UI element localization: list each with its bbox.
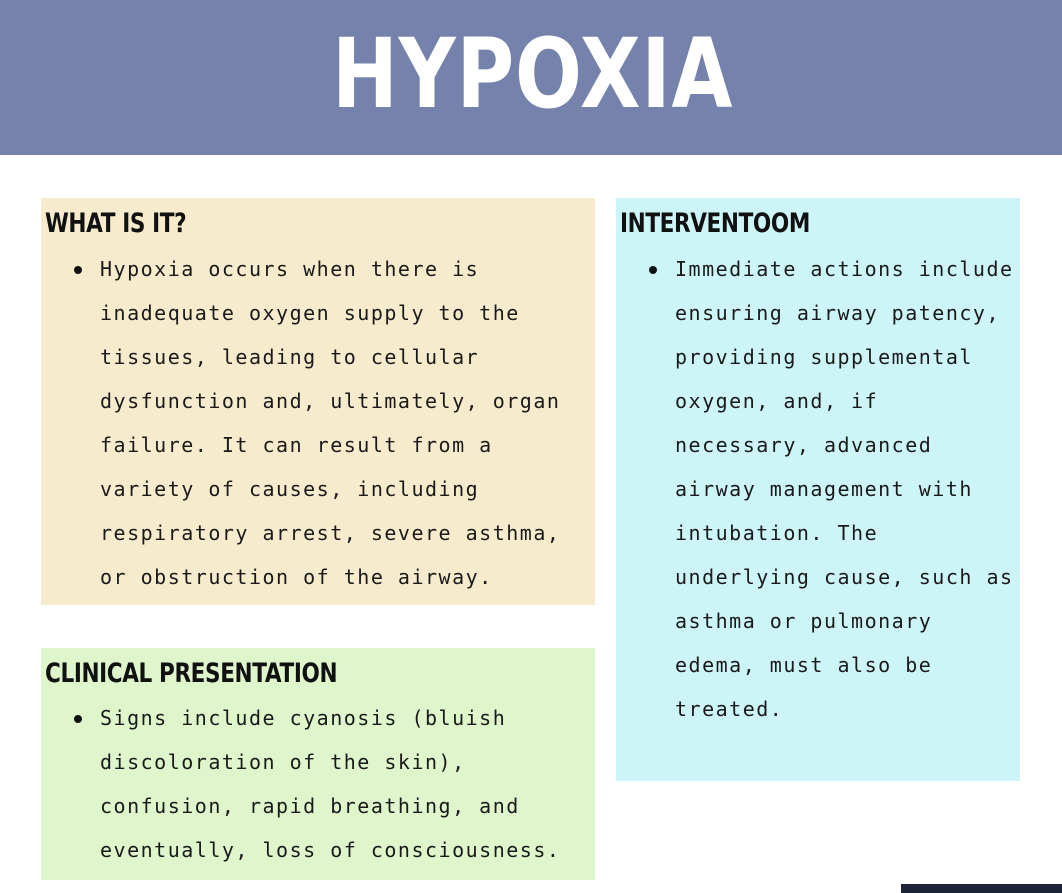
corner-decoration	[901, 884, 1062, 893]
clinical-presentation-text: Signs include cyanosis (bluish discoloration of the skin), confusion, rapid breathing, and eventually, loss of consciousness.	[100, 706, 561, 862]
page-title: HYPOXIA	[331, 18, 734, 130]
bullet-icon	[74, 266, 82, 274]
bullet-icon	[74, 715, 82, 723]
what-is-it-card	[41, 198, 595, 605]
title-banner	[0, 0, 1062, 155]
intervention-text: Immediate actions include ensuring airway patency, providing supplemental oxygen, and, if necessary, advanced airway management with intubation. The underlying cause, such as asthma or pulmonary edema, must also be treated.	[675, 257, 1014, 721]
clinical-presentation-card	[41, 648, 595, 880]
bullet-icon	[649, 266, 657, 274]
clinical-presentation-heading: CLINICAL PRESENTATION	[45, 658, 338, 689]
intervention-heading: INTERVENTOOM	[620, 208, 810, 239]
what-is-it-text: Hypoxia occurs when there is inadequate oxygen supply to the tissues, leading to cellular dysfunction and, ultimately, organ failure. It can result from a variety of causes, including respiratory arrest, severe asthma, or obstruction of the airway.	[100, 257, 561, 589]
what-is-it-heading: WHAT IS IT?	[45, 208, 187, 239]
intervention-card	[616, 198, 1020, 781]
